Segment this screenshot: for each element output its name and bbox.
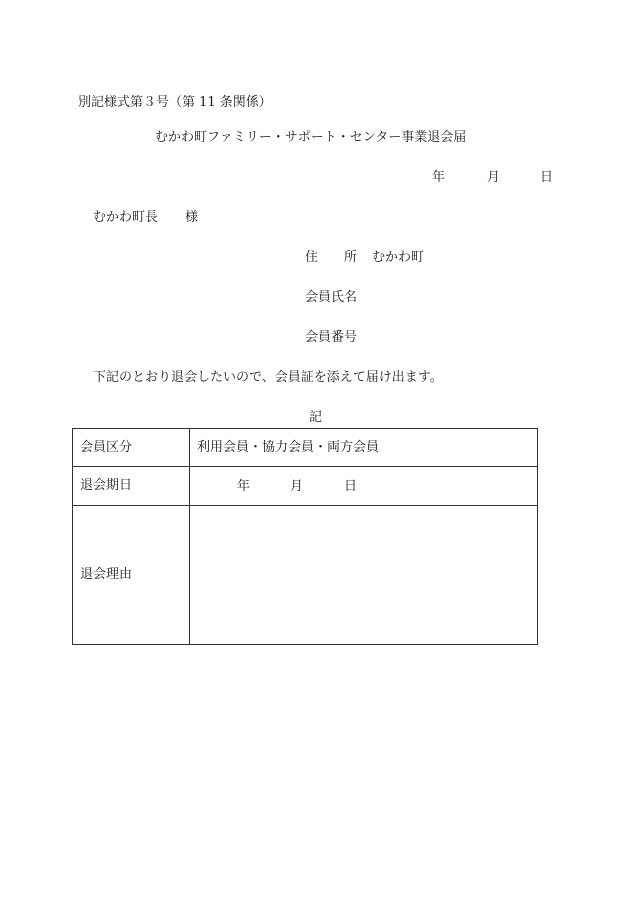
withdrawal-details-table [72,428,538,645]
submission-date-day: 日 [540,170,554,185]
table-row [73,506,538,645]
form-number: 別記様式第３号（第 11 条関係） [78,95,272,110]
member-name-label: 会員氏名 [305,290,358,305]
record-heading: 記 [309,410,323,425]
member-category-label: 会員区分 [73,429,190,467]
table-row [73,429,538,467]
withdrawal-date-day: 日 [344,479,358,494]
withdrawal-date-year: 年 [237,479,251,494]
withdrawal-date-month: 月 [290,479,304,494]
addressee-name: むかわ町長 [93,210,159,225]
member-number-label: 会員番号 [305,330,358,345]
form-title: むかわ町ファミリー・サポート・センター事業退会届 [155,130,467,145]
table-row [73,467,538,506]
withdrawal-reason-label: 退会理由 [73,506,190,645]
member-category-value: 利用会員・協力会員・両方会員 [190,429,538,467]
submission-date-month: 月 [487,170,501,185]
address-value: むかわ町 [372,250,425,265]
withdrawal-date-value [190,467,538,506]
withdrawal-date-label: 退会期日 [73,467,190,506]
address-label: 住 所 [305,250,358,265]
submission-date-year: 年 [432,170,446,185]
addressee-honorific: 様 [185,210,199,225]
statement-text: 下記のとおり退会したいので、会員証を添えて届け出ます。 [93,370,443,385]
withdrawal-reason-value [190,506,538,645]
